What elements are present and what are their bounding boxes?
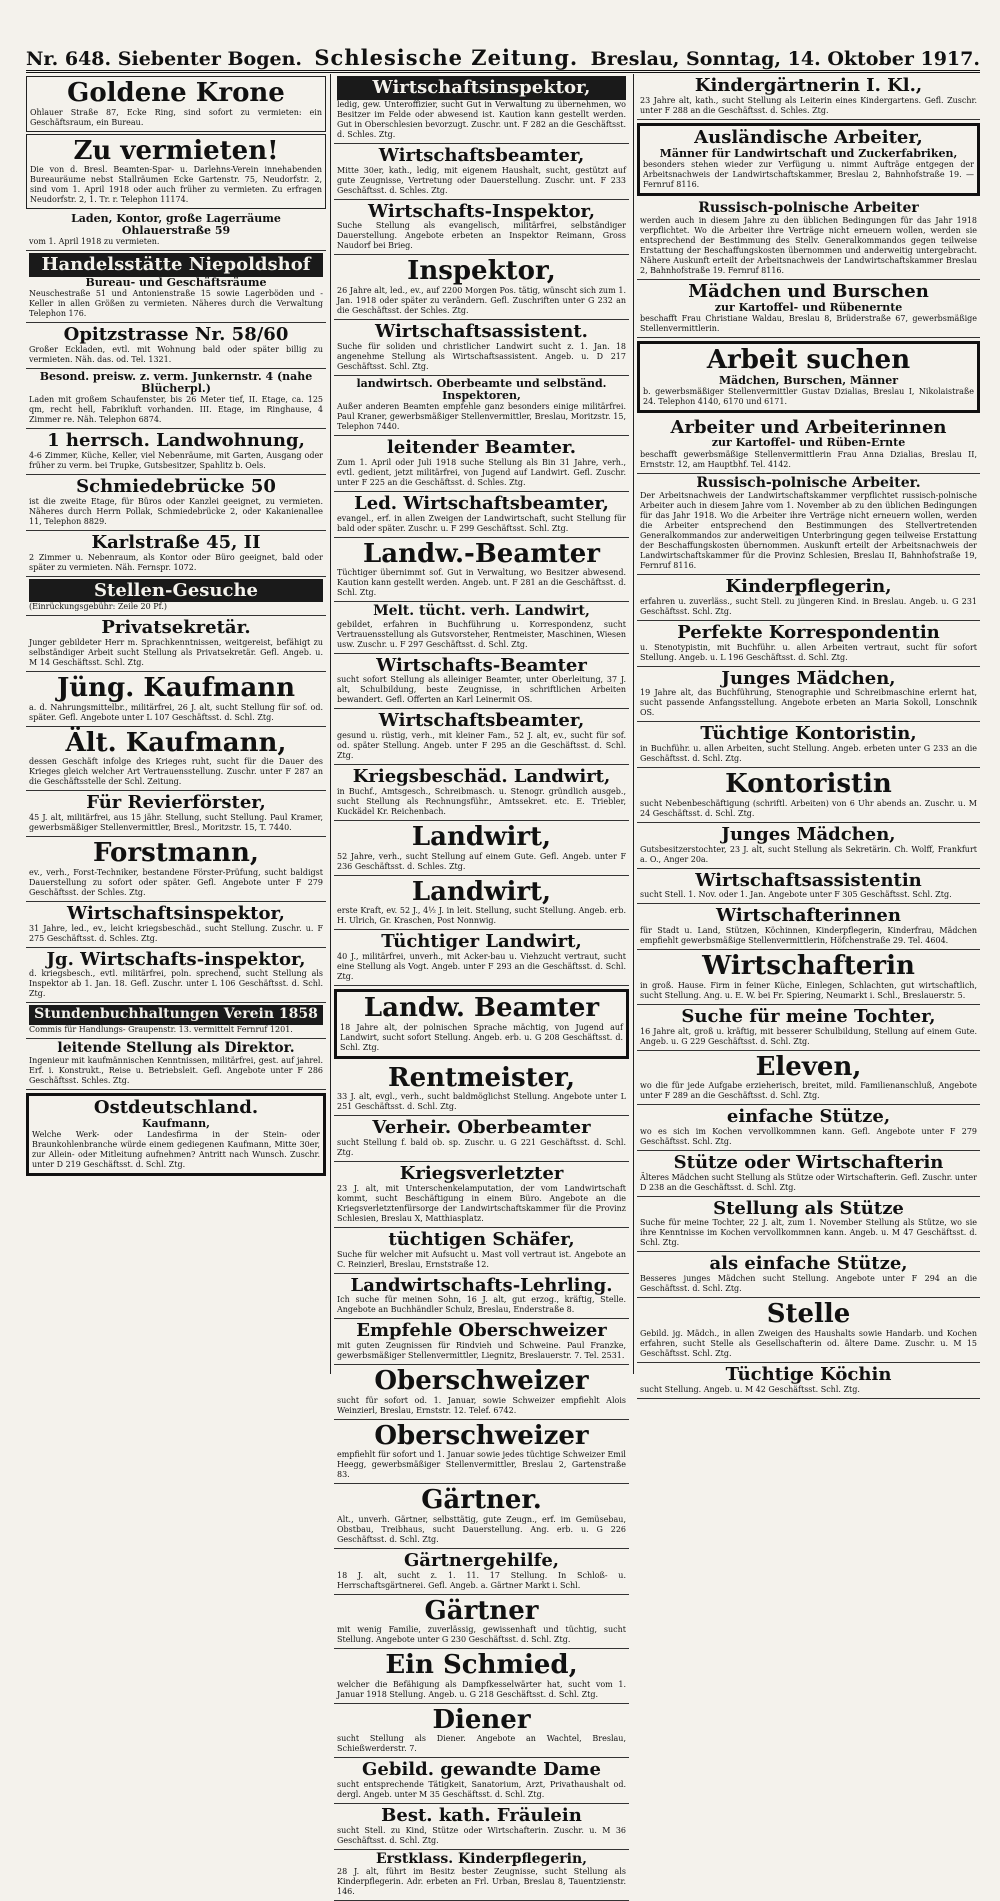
ad-body: Neuschestraße 51 und Antonienstraße 15 sowie Lagerböden und -Keller in allen Größen zu vermieten. Näheres durch die Verwaltung Telephon 176. — [29, 289, 323, 319]
ad-body: erfahren u. zuverläss., sucht Stell. zu jüngeren Kind. in Breslau. Angeb. u. G 231 Geschäftsst. Schl. Ztg. — [640, 596, 977, 616]
ad-headline: Perfekte Korrespondentin — [677, 621, 940, 643]
classified-ad — [334, 1062, 629, 1117]
column-3 — [637, 74, 980, 1394]
classified-ad — [637, 341, 980, 413]
classified-ad — [637, 199, 980, 280]
ad-headline: Melt. tücht. verh. Landwirt, — [373, 603, 590, 620]
ad-headline: Wirtschaftsbeamter, — [378, 144, 585, 166]
classified-ad — [637, 1151, 980, 1197]
classified-ad — [637, 950, 980, 1005]
column-1 — [26, 74, 326, 1374]
ad-body: welcher die Befähigung als Dampfkesselwärter hat, sucht vom 1. Januar 1918 Stellung. Angeb. u. G 218 Geschäftsst. d. Schl. Ztg. — [337, 1679, 626, 1699]
ad-body: Gebild. jg. Mädch., in allen Zweigen des Haushalts sowie Handarb. und Kochen erfahren, sucht Stelle als Gesellschafterin od. ältere Dame. Zuschr. u. M 15 Geschäftsst. Schl. Ztg. — [640, 1328, 977, 1358]
ad-body: in groß. Hause. Firm in feiner Küche, Einlegen, Schlachten, gut wirtschaftlich, sucht Stellung. Ang. u. E. W. bei Fr. Spiering, Neumarkt i. Schl., Breslauerstr. 5. — [640, 980, 977, 1000]
classified-ad — [637, 1005, 980, 1051]
ad-headline: Für Revierförster, — [86, 792, 266, 814]
classified-ad — [334, 1228, 629, 1274]
ad-body: sucht sofort Stellung als alleiniger Beamter, unter Oberleitung, 37 J. alt, Schulbildung, beste Zeugnisse, in schriftlichen Arbeiten bewandert. Gefl. Offerten an Karl Leinermit OS. — [337, 675, 626, 705]
ad-headline: Landw.-Beamter — [363, 538, 600, 569]
ad-headline: Laden, Kontor, große Lagerräume Ohlauerstraße 59 — [71, 212, 281, 238]
ad-body: Älteres Mädchen sucht Stellung als Stütze oder Wirtschafterin. Gefl. Zuschr. unter D 238 an die Geschäftsst. d. Schl. Ztg. — [640, 1172, 977, 1192]
ad-body: Ich suche für meinen Sohn, 16 J. alt, gut erzog., kräftig, Stelle. Angebote an Buchhändler Schulz, Breslau, Enderstraße 8. — [337, 1295, 626, 1315]
classified-ad — [334, 1420, 629, 1485]
issue-number: Nr. 648. Siebenter Bogen. — [26, 48, 302, 70]
classified-ad — [334, 989, 629, 1059]
classified-ad — [637, 722, 980, 768]
ad-body: 2 Zimmer u. Nebenraum, als Kontor oder Büro geeignet, bald oder später zu vermieten. Näh. Fernspr. 1072. — [29, 552, 323, 572]
ad-body: Gutsbesitzerstochter, 23 J. alt, sucht Stellung als Sekretärin. Ch. Wolff, Frankfurt a. O., Anger 20a. — [640, 844, 977, 864]
ad-body: Suche Stellung als evangelisch, militärfrei, selbständiger Dauerstellung. Angebote erbeten an Inspektor Reimann, Gross Naudorf bei Brieg. — [337, 221, 626, 251]
classified-ad — [334, 1804, 629, 1850]
ad-headline: Ostdeutschland. — [93, 1097, 259, 1119]
ad-body: wo es sich im Kochen vervollkommnen kann. Gefl. Angebote unter F 279 Geschäftsst. Schl. Ztg. — [640, 1126, 977, 1146]
classified-ad — [334, 1595, 629, 1650]
ad-headline: Ält. Kaufmann, — [65, 727, 287, 758]
column-rule — [633, 74, 634, 1374]
ad-body: 4-6 Zimmer, Küche, Keller, viel Nebenräume, mit Garten, Ausgang oder früher zu verm. bei Trupke, Gutsbesitzer, Spahlitz b. Oels. — [29, 451, 323, 471]
ad-body: sucht Stellung f. bald ob. sp. Zuschr. u. G 221 Geschäftsst. d. Schl. Ztg. — [337, 1137, 626, 1157]
classified-ad — [26, 837, 326, 902]
ad-body: sucht entsprechende Tätigkeit, Sanatorium, Arzt, Privathaushalt od. dergl. Angeb. unter M 35 Geschäftsst. d. Schl. Ztg. — [337, 1780, 626, 1800]
ad-headline: Gärtner — [424, 1595, 539, 1626]
ad-body: sucht Nebenbeschäftigung (schriftl. Arbeiten) von 6 Uhr abends an. Zuschr. u. M 24 Geschäftsst. d. Schl. Ztg. — [640, 798, 977, 818]
ad-headline: Privatsekretär. — [101, 617, 251, 639]
ad-headline: Tüchtige Kontoristin, — [700, 723, 917, 745]
ad-body: mit guten Zeugnissen für Rindvieh und Schweine. Paul Franzke, gewerbsmäßiger Stellenvermittler, Liegnitz, Breslauerstr. 7. Tel. 2531. — [337, 1341, 626, 1361]
ad-body: Besseres junges Mädchen sucht Stellung. Angebote unter F 294 an die Geschäftsst. d. Schl. Ztg. — [640, 1274, 977, 1294]
classified-ad — [637, 904, 980, 950]
ad-body: Großer Eckladen, evtl. mit Wohnung bald oder später billig zu vermieten. Näh. das. od. Tel. 1321. — [29, 345, 323, 365]
ad-headline: Kontoristin — [725, 769, 892, 800]
classified-ad — [26, 211, 326, 251]
ad-headline: Kinderpflegerin, — [725, 575, 892, 597]
ad-headline: Gärtnergehilfe, — [403, 1549, 560, 1571]
ad-headline: Wirtschafterin — [702, 951, 915, 982]
ad-body: für Stadt u. Land, Stützen, Köchinnen, Kinderpflegerin, Kinderfrau, Mädchen empfiehlt gewerbsmäßige Stellenvermittlerin, Höfchenstraße 29. Tel. 4604. — [640, 926, 977, 946]
ad-subheadline: Kaufmann, — [141, 1116, 210, 1130]
ad-subheadline: Mädchen, Burschen, Männer — [718, 373, 899, 387]
ad-subheadline: Männer für Landwirtschaft und Zuckerfabriken, — [659, 146, 958, 160]
ad-headline: Besond. preisw. z. verm. Junkernstr. 4 (nahe Blücherpl.) — [39, 370, 313, 396]
ad-body: Die von d. Bresl. Beamten-Spar- u. Darlehns-Verein innehabenden Bureauräume nebst Stallräumen Ecke Gartenstr. 75, Neudorfstr. 2, sind vom 1. April 1918 oder auch früher zu vermieten. Zu erfragen Neudorfstr. 2, 1. Tr. r. Telephon 11174. — [30, 165, 322, 205]
classified-ad — [637, 667, 980, 723]
classified-ad — [26, 323, 326, 369]
ad-body: gebildet, erfahren in Buchführung u. Korrespondenz, sucht Vertrauensstellung als Gutsvorsteher, Rentmeister, Maschinen, Wiesen usw. Zuschr. u. F 297 Geschäftsst. d. Schl. Ztg. — [337, 619, 626, 649]
classified-ad — [334, 1162, 629, 1228]
ad-body: sucht Stellung. Angeb. u. M 42 Geschäftsst. Schl. Ztg. — [640, 1384, 860, 1394]
ad-headline: Kriegsverletzter — [399, 1162, 564, 1184]
ad-headline: Diener — [432, 1704, 531, 1735]
ad-headline: Wirtschafterinnen — [716, 905, 901, 927]
ad-body: 40 J., militärfrei, unverh., mit Acker-bau u. Viehzucht vertraut, sucht eine Stellung als Vogt. Angeb. unter F 293 an die Geschäftsst. d. Schl. Ztg. — [337, 951, 626, 981]
ad-body: Laden mit großem Schaufenster, bis 26 Meter tief, II. Etage, ca. 125 qm, recht hell, Fabrikluft vorhanden. III. Etage, im Ringhause, 4 Zimmer re. Näh. Telephon 6874. — [29, 395, 323, 425]
ad-headline: Landwirtschafts-Lehrling. — [350, 1274, 613, 1296]
ad-headline: Goldene Krone — [67, 78, 285, 108]
ad-headline: Best. kath. Fräulein — [381, 1805, 582, 1827]
ad-headline: leitender Beamter. — [386, 436, 576, 458]
ad-body: d. kriegsbesch., evtl. militärfrei, poln. sprechend, sucht Stellung als Inspektor ab 1. Jan. 18. Gefl. Zuschr. unter L 106 Geschäftsst. d. Schl. Ztg. — [29, 969, 323, 999]
classified-ad — [334, 602, 629, 653]
classified-ad — [26, 134, 326, 210]
ad-headline: 1 herrsch. Landwohnung, — [47, 430, 305, 452]
ad-headline: Handelsstätte Niepoldshof — [29, 253, 323, 277]
ad-body: (Einrückungsgebühr: Zeile 20 Pf.) — [29, 602, 167, 612]
ad-headline: Wirtschaftsassistentin — [695, 869, 922, 891]
ad-body: Suche für soliden und christlicher Landwirt sucht z. 1. Jan. 18 angenehme Stellung als Wirtschaftsassistent. Angeb. u. D 217 Geschäftsst. Schl. Ztg. — [337, 341, 626, 371]
classified-ad — [334, 1274, 629, 1320]
ad-headline: Led. Wirtschaftsbeamter, — [354, 492, 609, 514]
ad-headline: Kriegsbeschäd. Landwirt, — [352, 766, 611, 788]
ad-headline: Junges Mädchen, — [721, 823, 896, 845]
ad-body: evangel., erf. in allen Zweigen der Landwirtschaft, sucht Stellung für bald oder später. Zuschr. u. F 299 Geschäftsst. Schl. Ztg. — [337, 513, 626, 533]
classified-ad — [26, 1093, 326, 1176]
classified-ad — [26, 577, 326, 617]
ad-body: Suche für meine Tochter, 22 J. alt, zum 1. November Stellung als Stütze, wo sie ihre Kenntnisse im Kochen vervollkommnen kann. Angeb. u. M 47 Geschäftsst. d. Schl. Ztg. — [640, 1218, 977, 1248]
ad-body: mit wenig Familie, zuverlässig, gewissenhaft und tüchtig, sucht Stellung. Angebote unter G 230 Geschäftsst. d. Schl. Ztg. — [337, 1625, 626, 1645]
classified-ad — [26, 369, 326, 429]
classified-ad — [334, 492, 629, 538]
ad-headline: Arbeiter und Arbeiterinnen — [670, 416, 947, 438]
ad-headline: Wirtschaftsassistent. — [375, 320, 588, 342]
ad-headline: Inspektor, — [407, 256, 556, 287]
ad-body: 18 Jahre alt, der polnischen Sprache mächtig, von Jugend auf Landwirt, sucht sofort Stellung. Angeb. erb. u. G 208 Geschäftsst. d. Schl. Ztg. — [340, 1022, 623, 1052]
classified-ad — [26, 531, 326, 577]
classified-ad — [26, 616, 326, 672]
ad-subheadline: zur Kartoffel- und Rübenernte — [714, 300, 903, 314]
classified-ad — [334, 709, 629, 765]
classified-ad — [334, 144, 629, 200]
classified-ad — [637, 1051, 980, 1106]
ad-headline: Suche für meine Tochter, — [681, 1005, 936, 1027]
ad-headline: Opitzstrasse Nr. 58/60 — [63, 324, 289, 346]
ad-body: Ingenieur mit kaufmännischen Kenntnissen, militärfrei, gest. auf jahrel. Erf. i. Konstrukt., Reise u. Betriebsleit. Gefl. Angebote unter F 286 Geschäftsst. Schles. Ztg. — [29, 1056, 323, 1086]
ad-body: erste Kraft, ev. 52 J., 4½ J. in leit. Stellung, sucht Stellung. Angeb. erb. H. Ulrich, Gr. Kraschen, Post Nonnwig. — [337, 906, 626, 926]
classified-ad — [637, 1298, 980, 1363]
classified-ad — [334, 538, 629, 603]
classified-ad — [334, 821, 629, 876]
ad-body: Junger gebildeter Herr m. Sprachkenntnissen, weitgereist, befähigt zu selbständiger Arbeit sucht Stellung als Privatsekretär. Gefl. Angeb. u. M 14 Geschäftsst. Schl. Ztg. — [29, 638, 323, 668]
classified-ad — [637, 1363, 980, 1399]
ad-body: Tüchtiger übernimmt sof. Gut in Verwaltung, wo Besitzer abwesend. Kaution kann gestellt werden. Angeb. unt. F 281 an die Geschäftsst. d. Schl. Ztg. — [337, 568, 626, 598]
classified-ad — [334, 1704, 629, 1759]
classified-ad — [334, 74, 629, 144]
ad-headline: Wirtschaftsbeamter, — [378, 710, 585, 732]
classified-ad — [334, 1850, 629, 1901]
ad-body: in Buchf., Amtsgesch., Schreibmasch. u. Stenogr. gründlich ausgeb., sucht Stellung als Rechnungsführ., Amtssekret. etc. E. Triebler, Kuckädel Kr. Reichenbach. — [337, 786, 626, 816]
ad-body: ledig, gew. Unteroffizier, sucht Gut in Verwaltung zu übernehmen, wo Besitzer im Felde oder abwesend ist. Kaution kann gestellt werden. Gut in Oberschlesien bevorzugt. Zuschr. unt. F 282 an die Geschäftsst. d. Schles. Ztg. — [337, 99, 626, 139]
classified-ad — [334, 1116, 629, 1162]
classified-ad — [334, 1758, 629, 1804]
classified-ad — [334, 1319, 629, 1365]
classified-ad — [334, 654, 629, 710]
ad-body: b. gewerbsmäßiger Stellenvermittler Gustav Dzialias, Breslau I, Nikolaistraße 24. Telephon 4140, 6170 und 6171. — [643, 386, 974, 406]
ad-headline: Stütze oder Wirtschafterin — [673, 1151, 944, 1173]
ad-headline: Oberschweizer — [374, 1366, 589, 1397]
ad-body: Suche für welcher mit Aufsucht u. Mast voll vertraut ist. Angebote an C. Reinzierl, Breslau, Ernststraße 12. — [337, 1249, 626, 1269]
ad-headline: Jüng. Kaufmann — [56, 673, 296, 704]
ad-body: 16 Jahre alt, groß u. kräftig, mit besserer Schulbildung, Stellung auf einem Gute. Angeb. u. G 229 Geschäftsst. d. Schl. Ztg. — [640, 1026, 977, 1046]
ad-headline: Ausländische Arbeiter, — [694, 126, 923, 148]
masthead — [26, 44, 980, 73]
ad-headline: Wirtschafts-Inspektor, — [368, 200, 595, 222]
ad-headline: Landw. Beamter — [363, 992, 600, 1023]
classified-ad — [26, 76, 326, 132]
classified-ad — [637, 474, 980, 575]
ad-body: 52 Jahre, verh., sucht Stellung auf einem Gute. Gefl. Angeb. unter F 236 Geschäftsst. d. Schles. Ztg. — [337, 851, 626, 871]
ad-headline: Gebild. gewandte Dame — [362, 1759, 601, 1781]
ad-headline: Oberschweizer — [374, 1420, 589, 1451]
ad-body: 31 Jahre, led., ev., leicht kriegsbeschäd., sucht Stellung. Zuschr. u. F 275 Geschäftsst. d. Schles. Ztg. — [29, 923, 323, 943]
classified-ad — [334, 1649, 629, 1704]
ad-headline: Junges Mädchen, — [721, 667, 896, 689]
ad-headline: Wirtschaftsinspektor, — [67, 902, 285, 924]
classified-ad — [26, 902, 326, 948]
ad-headline: Russisch-polnische Arbeiter. — [696, 474, 921, 491]
classified-ad — [334, 930, 629, 986]
ad-headline: einfache Stütze, — [726, 1106, 891, 1128]
ad-body: a. d. Nahrungsmittelbr., militärfrei, 26 J. alt, sucht Stellung für sof. od. später. Gefl. Angebote unter L 107 Geschäftsst. d. Schl. Ztg. — [29, 702, 323, 722]
ad-body: Der Arbeitsnachweis der Landwirtschaftskammer verpflichtet russisch-polnische Arbeiter auch in diesem Jahre vom 1. November ab zu den üblichen Bedingungen für das Jahr 1918. Wo die Arbeiter ihre Verträge nicht erneuern wollen, werden die Arbeiter entsprechend den Bestimmungen des Stellvertretenden Generalkommandos zur anderweitigen Unterbringung gegen teilweise Erstattung der Beschaffungskosten übernommen. Auskunft erteilt der Arbeitsnachweis der Landwirtschaftskammer für die Provinz Schlesien, Breslau II, Bahnhofstraße 19, Fernruf 8116. — [640, 490, 977, 570]
ad-body: Außer anderen Beamten empfehle ganz besonders einige militärfrei. Paul Kraner, gewerbsmäßiger Stellenvermittler, Breslau, Moritzstr. 15, Telephon 7440. — [337, 401, 626, 431]
classified-ad — [637, 280, 980, 338]
classified-ad — [334, 436, 629, 492]
ad-headline: landwirtsch. Oberbeamte und selbständ. Inspektoren, — [356, 376, 607, 402]
classified-ad — [26, 429, 326, 475]
ad-body: in Buchführ. u. allen Arbeiten, sucht Stellung. Angeb. erbeten unter G 233 an die Geschäftsst. d. Schl. Ztg. — [640, 744, 977, 764]
ad-headline: Landwirt, — [411, 876, 552, 907]
classified-ad — [334, 1549, 629, 1595]
ad-headline: Schmiedebrücke 50 — [76, 476, 276, 498]
newspaper-title: Schlesische Zeitung. — [314, 45, 579, 70]
ad-body: Mitte 30er, kath., ledig, mit eigenem Haushalt, sucht, gestützt auf gute Zeugnisse, Vertretung oder Dauerstellung. Zuschr. unt. F 233 Geschäftsst. d. Schles. Ztg. — [337, 165, 626, 195]
classified-ad — [637, 575, 980, 621]
classified-ad — [26, 672, 326, 727]
classified-ad — [334, 376, 629, 436]
ad-headline: Empfehle Oberschweizer — [356, 1320, 607, 1342]
ad-body: 45 J. alt, militärfrei, aus 15 jähr. Stellung, sucht Stellung. Paul Kramer, gewerbsmäßiger Stellenvermittler, Bresl., Moritzstr. 15, T. 7440. — [29, 813, 323, 833]
ad-body: dessen Geschäft infolge des Krieges ruht, sucht für die Dauer des Krieges gleich welcher Art Vertrauensstellung. Zuschr. unter F 287 an die Geschäftsstelle der Schl. Zeitung. — [29, 757, 323, 787]
ad-headline: Erstklass. Kinderpflegerin, — [375, 1851, 588, 1868]
issue-date: Breslau, Sonntag, 14. Oktober 1917. — [590, 48, 980, 70]
classified-ad — [334, 765, 629, 821]
ad-body: ev., verh., Forst-Techniker, bestandene Förster-Prüfung, sucht baldigst Dauerstellung zu sofort oder später. Gefl. Angebote unter F 279 Geschäftsst. der Schles. Ztg. — [29, 867, 323, 897]
ad-headline: Tüchtiger Landwirt, — [381, 931, 582, 953]
ad-body: 19 Jahre alt, das Buchführung, Stenographie und Schreibmaschine erlernt hat, sucht passende Anfangsstellung. Angebote erbeten an Maria Sokoll, Lonschnik OS. — [640, 688, 977, 718]
ad-body: 18 J. alt, sucht z. 1. 11. 17 Stellung. In Schloß- u. Herrschaftsgärtnerei. Gefl. Angeb. a. Gärtner Markt i. Schl. — [337, 1570, 626, 1590]
ad-body: 33 J. alt, evgl., verh., sucht baldmöglichst Stellung. Angebote unter L 251 Geschäftsst. d. Schl. Ztg. — [337, 1092, 626, 1112]
ad-body: Ohlauer Straße 87, Ecke Ring, sind sofort zu vermieten: ein Geschäftsraum, ein Bureau. — [30, 107, 322, 127]
ad-headline: leitende Stellung als Direktor. — [57, 1039, 295, 1056]
classified-ad — [637, 1252, 980, 1298]
classified-ad — [334, 1365, 629, 1420]
ad-headline: Jg. Wirtschafts-inspektor, — [46, 948, 306, 970]
ad-body: 28 J. alt, führt im Besitz bester Zeugnisse, sucht Stellung als Kinderpflegerin. Adr. erbeten an Frl. Urban, Breslau 8, Tauentzienstr. 146. — [337, 1867, 626, 1897]
ad-body: Zum 1. April oder Juli 1918 suche Stellung als Bin 31 Jahre, verh., evtl. gedient, jetzt militärfrei, von Jugend auf Landwirt. Gefl. Zuschr. unter F 225 an die Geschäftsst. d. Schles. Ztg. — [337, 457, 626, 487]
ad-headline: Stelle — [766, 1299, 851, 1330]
ad-headline: Karlstraße 45, II — [91, 531, 261, 553]
ad-headline: Wirtschaftsinspektor, — [337, 76, 626, 100]
classified-ad — [26, 948, 326, 1004]
ad-headline: Russisch-polnische Arbeiter — [698, 199, 919, 216]
classified-ad — [26, 251, 326, 323]
ad-body: empfiehlt für sofort und 1. Januar sowie jedes tüchtige Schweizer Emil Heegg, gewerbsmäßiger Stellenvermittler, Breslau 2, Gartenstraße 83. — [337, 1450, 626, 1480]
ad-body: sucht für sofort od. 1. Januar, sowie Schweizer empfiehlt Alois Weinzierl, Breslau, Ernststr. 12. Telef. 6742. — [337, 1395, 626, 1415]
classified-ad — [637, 416, 980, 474]
classified-ad — [26, 1003, 326, 1038]
ad-subheadline: zur Kartoffel- und Rüben-Ernte — [711, 436, 906, 450]
classified-ad — [637, 123, 980, 196]
ad-headline: Zu vermieten! — [73, 135, 279, 166]
ad-headline: Stundenbuchhaltungen Verein 1858 — [29, 1005, 323, 1024]
ad-body: wo die für jede Aufgabe erzieherisch, breitet, mild. Familienanschluß, Angebote unter F 289 an die Geschäftsst. d. Schl. Ztg. — [640, 1081, 977, 1101]
classified-ad — [334, 1484, 629, 1549]
classified-ad — [26, 1039, 326, 1090]
ad-headline: Stellen-Gesuche — [29, 579, 323, 603]
classified-ad — [334, 876, 629, 931]
classified-ad — [637, 621, 980, 667]
ad-body: gesund u. rüstig, verh., mit kleiner Fam., 52 J. alt, ev., sucht für sof. od. später Stellung. Angeb. unter F 295 an die Geschäftsst. d. Schl. Ztg. — [337, 731, 626, 761]
classified-ad — [334, 200, 629, 256]
ad-subheadline: Bureau- und Geschäftsräume — [85, 276, 267, 290]
ad-headline: Gärtner. — [421, 1485, 542, 1516]
classified-ad — [637, 869, 980, 905]
ad-body: werden auch in diesem Jahre zu den üblichen Bedingungen für das Jahr 1918 verpflichtet. Wo die Arbeiter ihre Verträge nicht erneuern wollen, werden sie entsprechend der Bestimmung des Stellv. Generalkommandos gegen teilweise Erstattung der Beschaffungskosten übernommen und anderweitig untergebracht. Nähere Auskunft erteilt der Arbeitsnachweis der Landwirtschaftskammer Breslau 2, Bahnhofstraße 19. Fernruf 8116. — [640, 216, 977, 276]
ad-headline: Stellung als Stütze — [713, 1197, 904, 1219]
ad-headline: Wirtschafts-Beamter — [376, 654, 587, 676]
ad-headline: Verheir. Oberbeamter — [372, 1117, 591, 1139]
classified-ad — [637, 768, 980, 823]
ad-headline: Forstmann, — [93, 838, 259, 869]
ad-headline: Ein Schmied, — [385, 1650, 578, 1681]
ad-body: 23 J. alt, mit Unterschenkelamputation, der vom Landwirtschaft kommt, sucht Beschäftigung in einem Büro. Angebote an die Kriegsverletztenfürsorge der Landwirtschaftskammer für die Provinz Schlesien, Breslau X, Matthiasplatz. — [337, 1183, 626, 1223]
column-2 — [334, 74, 629, 1897]
ad-body: Alt., unverh. Gärtner, selbsttätig, gute Zeugn., erf. im Gemüsebau, Obstbau, Treibhaus, sucht Dauerstellung. Ang. erb. u. G 226 Geschäftsst. d. Schl. Ztg. — [337, 1514, 626, 1544]
classified-ad — [637, 823, 980, 869]
ad-body: vom 1. April 1918 zu vermieten. — [29, 237, 160, 247]
ad-body: ist die zweite Etage, für Büros oder Kanzlei geeignet, zu vermieten. Näheres durch Herrn Pollak, Schmiedebrücke 2, oder Kakanienallee 11, Telephon 8829. — [29, 496, 323, 526]
ad-headline: Landwirt, — [411, 821, 552, 852]
ad-body: Commis für Handlungs- Graupenstr. 13. vermittelt Fernruf 1201. — [29, 1024, 293, 1034]
classified-ad — [334, 320, 629, 376]
ad-body: u. Stenotypistin, mit Buchführ. u. allen Arbeiten vertraut, sucht für sofort Stellung. Angeb. u. L 196 Geschäftsst. d. Schl. Ztg. — [640, 642, 977, 662]
ad-headline: Rentmeister, — [387, 1062, 576, 1093]
ad-headline: Mädchen und Burschen — [688, 281, 929, 303]
ad-body: Welche Werk- oder Landesfirma in der Stein- oder Braunkohlenbranche würde einem gediegenen Kaufmann, Mitte 30er, zur Allein- oder Mitleitung aufnehmen? Antritt nach Wunsch. Zuschr. unter D 219 Geschäftsst. d. Schl. Ztg. — [32, 1130, 320, 1170]
ad-headline: Tüchtige Köchin — [725, 1363, 892, 1385]
classified-ad — [26, 727, 326, 792]
ad-headline: tüchtigen Schäfer, — [388, 1228, 575, 1250]
classified-ad — [26, 475, 326, 531]
classified-ad — [637, 1105, 980, 1151]
ad-headline: als einfache Stütze, — [709, 1253, 908, 1275]
ad-body: beschafft Frau Christiane Waldau, Breslau 8, Brüderstraße 67, gewerbsmäßige Stellenvermittlerin. — [640, 313, 977, 333]
ad-body: 23 Jahre alt, kath., sucht Stellung als Leiterin eines Kindergartens. Gefl. Zuschr. unter F 288 an die Geschäftsst. d. Schles. Ztg. — [640, 95, 977, 115]
ad-body: besonders stehen wieder zur Verfügung u. nimmt Aufträge entgegen der Arbeitsnachweis der Landwirtschaftskammer, Breslau 2, Bahnhofstraße 19. — Fernruf 8116. — [643, 159, 974, 189]
classified-ad — [334, 255, 629, 320]
ad-headline: Eleven, — [755, 1051, 862, 1082]
column-rule — [330, 74, 331, 1374]
ad-body: beschafft gewerbsmäßige Stellenvermittlerin Frau Anna Dzialias, Breslau II, Ernststr. 12, am Hauptbhf. Tel. 4142. — [640, 449, 977, 469]
ad-headline: Kindergärtnerin I. Kl., — [694, 75, 923, 96]
classified-ad — [637, 74, 980, 120]
ad-headline: Arbeit suchen — [706, 344, 911, 375]
ad-body: 26 Jahre alt, led., ev., auf 2200 Morgen Pos. tätig, wünscht sich zum 1. Jan. 1918 oder später zu verändern. Gefl. Zuschriften unter G 232 an die Geschäftsst. der Schles. Ztg. — [337, 285, 626, 315]
ad-body: sucht Stell. zu Kind, Stütze oder Wirtschafterin. Zuschr. u. M 36 Geschäftsst. d. Schl. Ztg. — [337, 1826, 626, 1846]
classified-ad — [637, 1197, 980, 1253]
ad-body: sucht Stell. 1. Nov. oder 1. Jan. Angebote unter F 305 Geschäftsst. Schl. Ztg. — [640, 890, 952, 900]
classified-ad — [26, 791, 326, 837]
ad-body: sucht Stellung als Diener. Angebote an Wachtel, Breslau, Schießwerderstr. 7. — [337, 1734, 626, 1754]
